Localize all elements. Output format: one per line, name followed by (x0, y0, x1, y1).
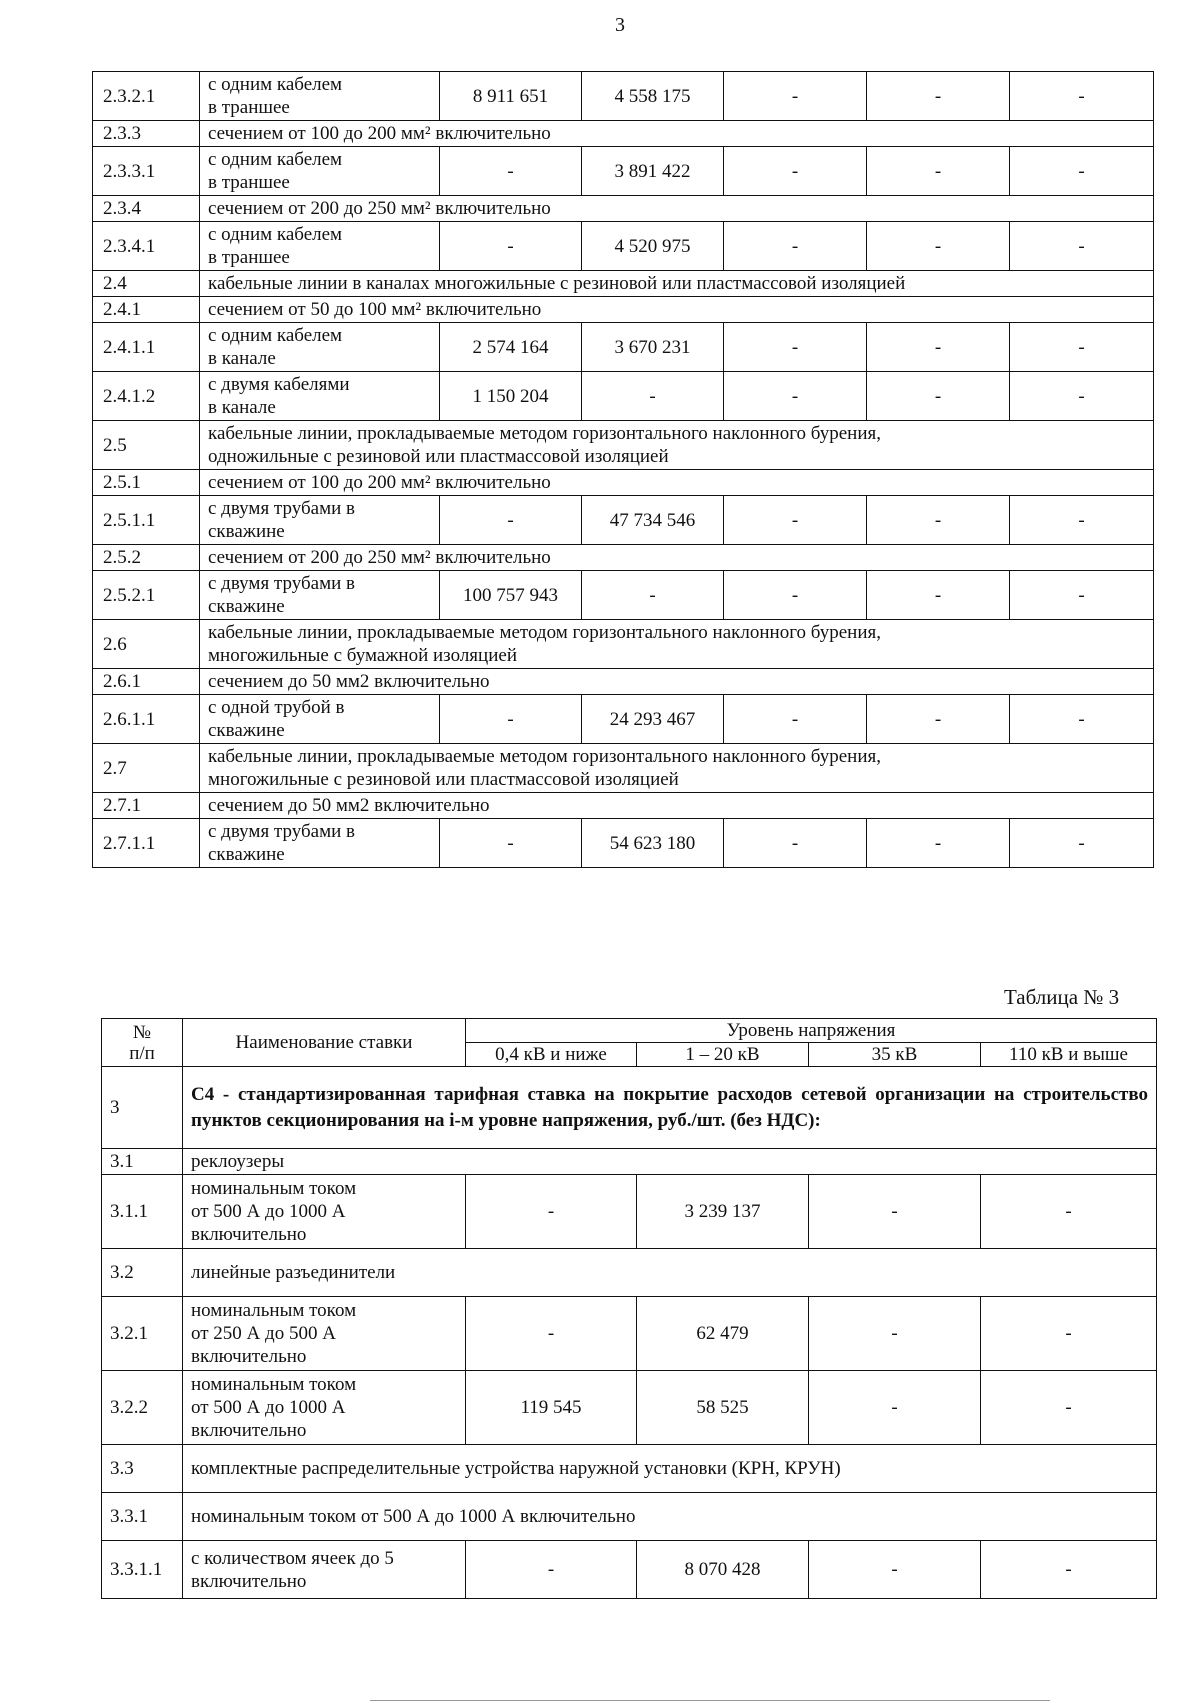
row-name (183, 1371, 466, 1445)
table-row (93, 271, 1154, 297)
value-cell-5: - (1010, 571, 1154, 620)
row-number: 2.5.1 (93, 470, 200, 496)
value-cell-4: - (981, 1297, 1157, 1371)
table-row (93, 121, 1154, 147)
value-cell-2: 47 734 546 (582, 496, 724, 545)
row-number: 3.3.1 (102, 1493, 183, 1541)
row-number: 2.4.1 (93, 297, 200, 323)
row-number: 2.5.1.1 (93, 496, 200, 545)
table-row (93, 372, 1154, 421)
row-name-line: включительно (191, 1570, 307, 1592)
row-name-line: с одним кабелем (208, 74, 343, 95)
row-name-line: скважине (208, 596, 285, 617)
value-cell-4: - (867, 571, 1010, 620)
row-number: 2.7.1.1 (93, 819, 200, 868)
table-row (93, 620, 1154, 669)
value-cell-4: - (867, 323, 1010, 372)
value-cell-4: - (867, 72, 1010, 121)
section-title: номинальным током от 500 А до 1000 А включительно (183, 1493, 1157, 1541)
row-name-line: от 500 А до 1000 А (191, 1201, 346, 1222)
table-row (93, 297, 1154, 323)
table-row (93, 744, 1154, 793)
table-row (102, 1249, 1157, 1297)
section-title: комплектные распределительные устройства наружной установки (КРН, КРУН) (183, 1445, 1157, 1493)
row-name-line: в канале (208, 348, 276, 369)
row-name-line: включительно (191, 1346, 307, 1367)
value-cell-3: - (724, 72, 867, 121)
value-cell-3: - (724, 372, 867, 421)
value-cell-4: - (867, 222, 1010, 271)
row-name-line: с двумя кабелями (208, 374, 350, 395)
row-name-line: скважине (208, 720, 285, 741)
row-name-line: в траншее (208, 172, 290, 193)
value-cell-5: - (1010, 72, 1154, 121)
value-cell-3: - (809, 1175, 981, 1249)
row-name-line: в канале (208, 397, 276, 418)
row-name-line: номинальным током (191, 1300, 357, 1321)
row-name (200, 819, 440, 868)
table-row (93, 669, 1154, 695)
value-cell-5: - (1010, 695, 1154, 744)
tariff-table-3 (101, 1018, 1157, 1599)
row-number: 2.3.4 (93, 196, 200, 222)
table-row (102, 1297, 1157, 1371)
value-cell-3: - (724, 496, 867, 545)
row-name (200, 72, 440, 121)
value-cell-3: - (809, 1371, 981, 1445)
row-number: 2.5 (93, 421, 200, 470)
row-name-line: скважине (208, 521, 285, 542)
row-number: 2.5.2.1 (93, 571, 200, 620)
row-name (200, 571, 440, 620)
value-cell-5: - (1010, 372, 1154, 421)
section-title: сечением от 200 до 250 мм² включительно (200, 196, 1154, 222)
value-cell-5: - (1010, 819, 1154, 868)
value-cell-4: - (981, 1371, 1157, 1445)
value-cell-2: 4 558 175 (582, 72, 724, 121)
table-row (93, 323, 1154, 372)
row-name (200, 147, 440, 196)
section-title: сечением от 100 до 200 мм² включительно (200, 121, 1154, 147)
value-cell-2: 3 670 231 (582, 323, 724, 372)
row-name (200, 372, 440, 421)
row-name (200, 695, 440, 744)
table-row (102, 1445, 1157, 1493)
header-col-1-20kv: 1 – 20 кВ (637, 1043, 809, 1067)
section-title (200, 620, 1154, 669)
row-name-line: с одним кабелем (208, 149, 343, 170)
table-row (93, 793, 1154, 819)
row-number: 3 (102, 1067, 183, 1149)
table-row (93, 147, 1154, 196)
row-name-line: с двумя трубами в (208, 498, 355, 519)
section-title: сечением от 50 до 100 мм² включительно (200, 297, 1154, 323)
section-title: сечением до 50 мм2 включительно (200, 669, 1154, 695)
table-row (102, 1541, 1157, 1599)
bottom-rule (370, 1700, 1050, 1701)
section-title: сечением до 50 мм2 включительно (200, 793, 1154, 819)
row-number: 3.3 (102, 1445, 183, 1493)
tariff-table-2-continuation (92, 71, 1154, 868)
value-cell-1: - (440, 147, 582, 196)
value-cell-3: - (724, 147, 867, 196)
row-name (200, 222, 440, 271)
value-cell-2: 24 293 467 (582, 695, 724, 744)
value-cell-1: - (440, 496, 582, 545)
value-cell-2: 4 520 975 (582, 222, 724, 271)
value-cell-2: 54 623 180 (582, 819, 724, 868)
row-number: 2.7.1 (93, 793, 200, 819)
value-cell-1: 2 574 164 (440, 323, 582, 372)
row-name-line: с одной трубой в (208, 697, 345, 718)
table-row (102, 1371, 1157, 1445)
header-col-110kv: 110 кВ и выше (981, 1043, 1157, 1067)
section-title (200, 421, 1154, 470)
row-number: 2.3.3.1 (93, 147, 200, 196)
value-cell-1: - (440, 695, 582, 744)
row-name (183, 1297, 466, 1371)
value-cell-4: - (981, 1175, 1157, 1249)
section-title-line: кабельные линии, прокладываемые методом горизонтального наклонного бурения, (208, 423, 881, 444)
row-number: 2.3.3 (93, 121, 200, 147)
value-cell-1: - (466, 1541, 637, 1599)
row-name-line: номинальным током (191, 1374, 357, 1395)
value-cell-5: - (1010, 222, 1154, 271)
header-rate-name: Наименование ставки (183, 1019, 466, 1067)
row-name-line: с двумя трубами в (208, 573, 355, 594)
value-cell-1: 1 150 204 (440, 372, 582, 421)
rate-title: С4 - стандартизированная тарифная ставка на покрытие расходов сетевой организации на строительство пунктов секционирования на i-м уровне напряжения, руб./шт. (без НДС): (183, 1067, 1157, 1149)
row-name (183, 1541, 466, 1599)
value-cell-3: - (809, 1541, 981, 1599)
value-cell-2: - (582, 372, 724, 421)
header-col-0-4kv: 0,4 кВ и ниже (466, 1043, 637, 1067)
header-number-line1: № (132, 1021, 152, 1043)
row-name-line: включительно (191, 1224, 307, 1245)
value-cell-4: - (867, 496, 1010, 545)
value-cell-4: - (867, 819, 1010, 868)
value-cell-3: - (724, 819, 867, 868)
row-name-line: от 500 А до 1000 А (191, 1397, 346, 1418)
row-name-line: с одним кабелем (208, 224, 343, 245)
value-cell-3: - (724, 695, 867, 744)
table-row (93, 470, 1154, 496)
value-cell-3: - (724, 571, 867, 620)
table-row (102, 1149, 1157, 1175)
row-name-line: в траншее (208, 247, 290, 268)
value-cell-3: - (724, 222, 867, 271)
row-number: 3.2.2 (102, 1371, 183, 1445)
value-cell-4: - (867, 695, 1010, 744)
value-cell-1: - (440, 222, 582, 271)
section-title-line: кабельные линии, прокладываемые методом горизонтального наклонного бурения, (208, 746, 881, 767)
table-row (93, 72, 1154, 121)
value-cell-2: 3 239 137 (637, 1175, 809, 1249)
value-cell-2: 62 479 (637, 1297, 809, 1371)
value-cell-3: - (809, 1297, 981, 1371)
row-name-line: номинальным током (191, 1178, 357, 1199)
row-name-line: с двумя трубами в (208, 821, 355, 842)
row-name-line: включительно (191, 1420, 307, 1441)
section-title-line: многожильные с резиновой или пластмассовой изоляцией (208, 769, 679, 790)
table-row (102, 1175, 1157, 1249)
value-cell-2: 8 070 428 (637, 1541, 809, 1599)
value-cell-1: 8 911 651 (440, 72, 582, 121)
row-name (200, 323, 440, 372)
row-number: 2.6.1 (93, 669, 200, 695)
table-row (93, 421, 1154, 470)
row-number: 3.3.1.1 (102, 1541, 183, 1599)
row-number: 2.4.1.1 (93, 323, 200, 372)
value-cell-2: 58 525 (637, 1371, 809, 1445)
page-number: 3 (615, 14, 625, 36)
row-number: 3.2 (102, 1249, 183, 1297)
table-row (102, 1067, 1157, 1149)
row-name (183, 1175, 466, 1249)
table-3-label: Таблица № 3 (1004, 985, 1120, 1009)
row-number: 2.6.1.1 (93, 695, 200, 744)
row-number: 2.3.2.1 (93, 72, 200, 121)
header-number (102, 1019, 183, 1067)
row-number: 2.4.1.2 (93, 372, 200, 421)
section-title-line: одножильные с резиновой или пластмассовой изоляцией (208, 446, 669, 467)
row-name-line: скважине (208, 844, 285, 865)
value-cell-4: - (867, 372, 1010, 421)
value-cell-5: - (1010, 323, 1154, 372)
value-cell-1: - (466, 1175, 637, 1249)
header-number-line2: п/п (129, 1042, 155, 1064)
section-title (200, 744, 1154, 793)
value-cell-2: 3 891 422 (582, 147, 724, 196)
row-name-line: от 250 А до 500 А (191, 1323, 336, 1344)
value-cell-1: - (466, 1297, 637, 1371)
row-number: 3.2.1 (102, 1297, 183, 1371)
row-name-line: с количеством ячеек до 5 (191, 1547, 394, 1569)
value-cell-4: - (981, 1541, 1157, 1599)
value-cell-1: - (440, 819, 582, 868)
value-cell-2: - (582, 571, 724, 620)
row-number: 3.1 (102, 1149, 183, 1175)
section-title: реклоузеры (183, 1149, 1157, 1175)
table-row (93, 196, 1154, 222)
table-row (102, 1493, 1157, 1541)
table-row (93, 571, 1154, 620)
row-number: 2.3.4.1 (93, 222, 200, 271)
table-row (93, 695, 1154, 744)
section-title: сечением от 200 до 250 мм² включительно (200, 545, 1154, 571)
row-number: 2.4 (93, 271, 200, 297)
row-number: 2.6 (93, 620, 200, 669)
row-number: 2.7 (93, 744, 200, 793)
section-title: линейные разъединители (183, 1249, 1157, 1297)
table-row (93, 222, 1154, 271)
table-row (93, 819, 1154, 868)
header-voltage-level: Уровень напряжения (466, 1019, 1157, 1043)
row-number: 2.5.2 (93, 545, 200, 571)
section-title: сечением от 100 до 200 мм² включительно (200, 470, 1154, 496)
section-title-line: многожильные с бумажной изоляцией (208, 645, 517, 666)
section-title-line: кабельные линии, прокладываемые методом горизонтального наклонного бурения, (208, 622, 881, 643)
header-col-35kv: 35 кВ (809, 1043, 981, 1067)
value-cell-3: - (724, 323, 867, 372)
row-number: 3.1.1 (102, 1175, 183, 1249)
table-row (93, 496, 1154, 545)
section-title: кабельные линии в каналах многожильные с резиновой или пластмассовой изоляцией (200, 271, 1154, 297)
value-cell-5: - (1010, 147, 1154, 196)
value-cell-4: - (867, 147, 1010, 196)
row-name-line: в траншее (208, 97, 290, 118)
table-row (93, 545, 1154, 571)
value-cell-5: - (1010, 496, 1154, 545)
value-cell-1: 100 757 943 (440, 571, 582, 620)
row-name-line: с одним кабелем (208, 325, 343, 346)
row-name (200, 496, 440, 545)
value-cell-1: 119 545 (466, 1371, 637, 1445)
